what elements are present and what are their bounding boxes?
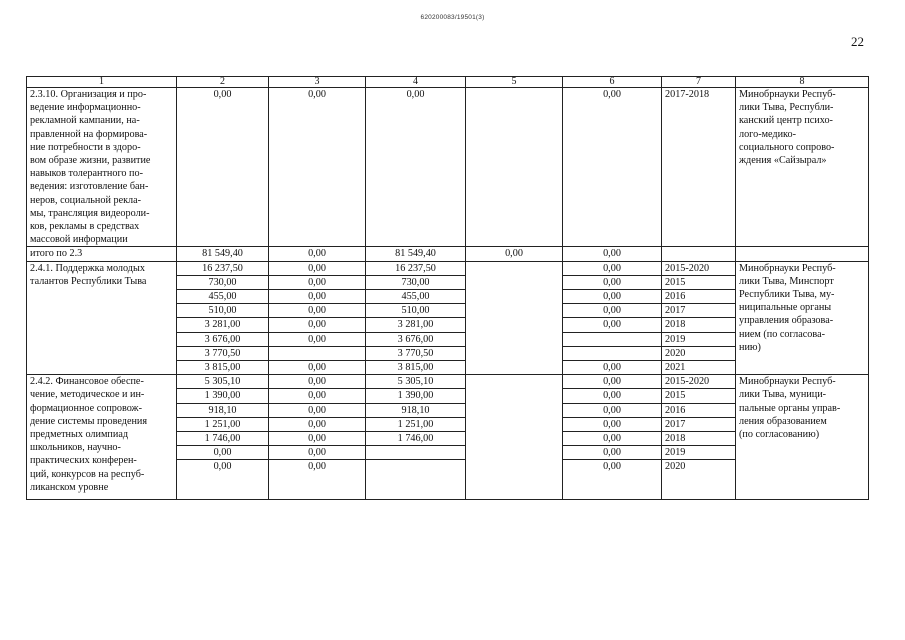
total-label-cell: итого по 2.3 <box>27 247 177 261</box>
value-cell <box>269 346 366 360</box>
value-cell: 1 746,00 <box>366 432 466 446</box>
value-cell: 455,00 <box>177 290 269 304</box>
period-cell: 2019 <box>662 332 736 346</box>
value-cell: 1 746,00 <box>177 432 269 446</box>
value-cell: 0,00 <box>269 432 366 446</box>
value-cell: 0,00 <box>563 417 662 431</box>
value-cell: 0,00 <box>269 417 366 431</box>
value-cell: 0,00 <box>366 88 466 247</box>
column-header: 2 <box>177 77 269 88</box>
table-row-2-3-10 <box>27 88 869 247</box>
table-row-total-2-3 <box>27 247 869 261</box>
column-header: 7 <box>662 77 736 88</box>
value-cell: 0,00 <box>269 361 366 375</box>
period-cell <box>662 247 736 261</box>
budget-table <box>26 76 869 500</box>
value-cell <box>466 375 563 500</box>
value-cell: 0,00 <box>177 446 269 460</box>
column-header: 8 <box>736 77 869 88</box>
value-cell: 0,00 <box>269 389 366 403</box>
value-cell: 5 305,10 <box>366 375 466 389</box>
period-cell: 2017 <box>662 304 736 318</box>
value-cell: 1 390,00 <box>366 389 466 403</box>
period-cell: 2020 <box>662 460 736 500</box>
value-cell: 0,00 <box>563 403 662 417</box>
page-number: 22 <box>851 34 864 49</box>
value-cell: 0,00 <box>563 460 662 500</box>
value-cell: 0,00 <box>563 432 662 446</box>
period-cell: 2015-2020 <box>662 261 736 275</box>
value-cell: 3 676,00 <box>177 332 269 346</box>
period-cell: 2015 <box>662 389 736 403</box>
value-cell: 0,00 <box>269 446 366 460</box>
period-cell: 2018 <box>662 318 736 332</box>
value-cell: 0,00 <box>269 290 366 304</box>
period-cell: 2015-2020 <box>662 375 736 389</box>
value-cell: 1 390,00 <box>177 389 269 403</box>
period-cell: 2020 <box>662 346 736 360</box>
item-name-cell: 2.4.1. Поддержка молодых талантов Республики Тыва <box>27 261 177 375</box>
column-header: 3 <box>269 77 366 88</box>
value-cell: 0,00 <box>269 460 366 500</box>
value-cell: 0,00 <box>269 275 366 289</box>
value-cell: 81 549,40 <box>366 247 466 261</box>
column-header: 4 <box>366 77 466 88</box>
value-cell: 0,00 <box>269 375 366 389</box>
value-cell: 3 281,00 <box>366 318 466 332</box>
responsible-cell <box>736 247 869 261</box>
value-cell: 0,00 <box>563 275 662 289</box>
value-cell: 0,00 <box>563 247 662 261</box>
value-cell: 3 770,50 <box>177 346 269 360</box>
value-cell: 510,00 <box>177 304 269 318</box>
value-cell <box>366 446 466 460</box>
value-cell <box>366 460 466 500</box>
value-cell: 0,00 <box>269 403 366 417</box>
value-cell: 0,00 <box>177 88 269 247</box>
table-row-2-4-2 <box>27 375 869 389</box>
value-cell: 0,00 <box>563 389 662 403</box>
value-cell: 0,00 <box>177 460 269 500</box>
period-cell: 2015 <box>662 275 736 289</box>
value-cell: 16 237,50 <box>366 261 466 275</box>
value-cell: 0,00 <box>269 332 366 346</box>
document-code: 620200083/19501(3) <box>420 14 485 21</box>
item-name-cell: 2.3.10. Организация и про- ведение информационно- рекламной кампании, на- правленной на формирова- ние потребности в здоро- вом образе жизни, развитие навыков толерантного по- ведения: изготовление бан- неров, социальной рекла- мы, трансляция видеороли- ков, рекламы в средствах массовой информации <box>27 88 177 247</box>
value-cell <box>466 261 563 375</box>
value-cell: 0,00 <box>563 375 662 389</box>
value-cell: 0,00 <box>269 247 366 261</box>
value-cell: 3 815,00 <box>177 361 269 375</box>
value-cell: 730,00 <box>366 275 466 289</box>
value-cell: 5 305,10 <box>177 375 269 389</box>
value-cell: 0,00 <box>563 290 662 304</box>
period-cell: 2018 <box>662 432 736 446</box>
column-header-row <box>27 77 869 88</box>
value-cell <box>563 332 662 346</box>
column-header: 5 <box>466 77 563 88</box>
value-cell: 1 251,00 <box>177 417 269 431</box>
value-cell: 918,10 <box>366 403 466 417</box>
value-cell: 730,00 <box>177 275 269 289</box>
value-cell: 3 770,50 <box>366 346 466 360</box>
value-cell: 0,00 <box>269 318 366 332</box>
value-cell: 0,00 <box>269 261 366 275</box>
value-cell: 0,00 <box>269 304 366 318</box>
value-cell: 0,00 <box>563 361 662 375</box>
value-cell: 0,00 <box>563 261 662 275</box>
column-header: 1 <box>27 77 177 88</box>
value-cell <box>466 88 563 247</box>
value-cell: 0,00 <box>466 247 563 261</box>
value-cell: 16 237,50 <box>177 261 269 275</box>
responsible-cell: Минобрнауки Респуб- лики Тыва, Республи- канский центр психо- лого-медико- социального сопрово- ждения «Сайзырал» <box>736 88 869 247</box>
value-cell: 455,00 <box>366 290 466 304</box>
value-cell: 3 815,00 <box>366 361 466 375</box>
period-cell: 2017 <box>662 417 736 431</box>
value-cell: 1 251,00 <box>366 417 466 431</box>
value-cell: 0,00 <box>563 304 662 318</box>
value-cell: 918,10 <box>177 403 269 417</box>
period-cell: 2017-2018 <box>662 88 736 247</box>
responsible-cell: Минобрнауки Респуб- лики Тыва, Минспорт Республики Тыва, му- ниципальные органы управления образова- нием (по согласова- нию) <box>736 261 869 375</box>
table-row-2-4-1 <box>27 261 869 275</box>
period-cell: 2019 <box>662 446 736 460</box>
value-cell: 3 676,00 <box>366 332 466 346</box>
responsible-cell: Минобрнауки Респуб- лики Тыва, муници- пальные органы управ- ления образованием (по согласованию) <box>736 375 869 500</box>
column-header: 6 <box>563 77 662 88</box>
period-cell: 2016 <box>662 290 736 304</box>
value-cell <box>563 346 662 360</box>
value-cell: 0,00 <box>269 88 366 247</box>
value-cell: 0,00 <box>563 446 662 460</box>
item-name-cell: 2.4.2. Финансовое обеспе- чение, методическое и ин- формационное сопровож- дение системы проведения предметных олимпиад школьников, научно- практических конферен- ций, конкурсов на респуб- ликанском уровне <box>27 375 177 500</box>
value-cell: 0,00 <box>563 88 662 247</box>
value-cell: 510,00 <box>366 304 466 318</box>
period-cell: 2016 <box>662 403 736 417</box>
value-cell: 81 549,40 <box>177 247 269 261</box>
value-cell: 3 281,00 <box>177 318 269 332</box>
period-cell: 2021 <box>662 361 736 375</box>
value-cell: 0,00 <box>563 318 662 332</box>
